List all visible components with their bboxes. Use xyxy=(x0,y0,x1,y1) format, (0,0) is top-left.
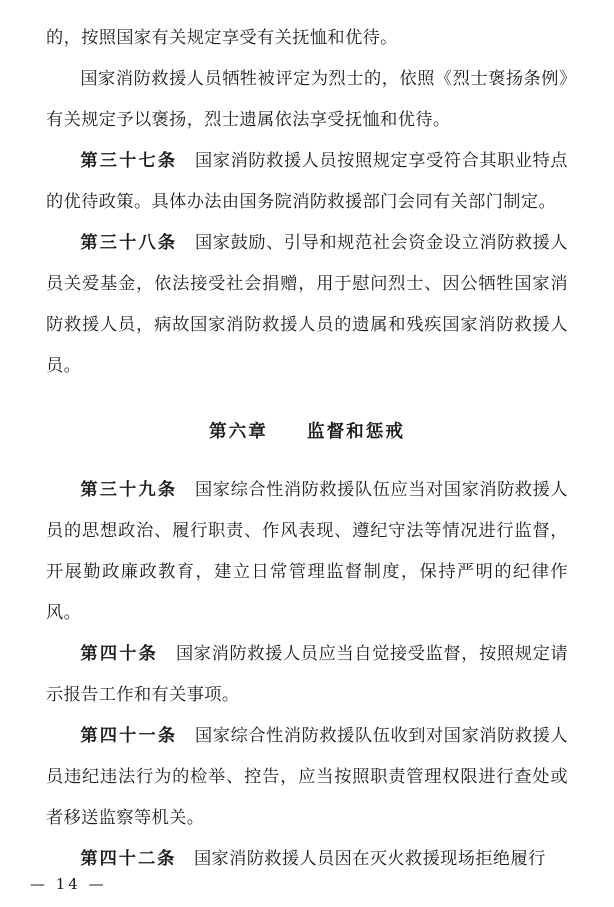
paragraph-continuation xyxy=(46,18,568,59)
article-label: 第三十九条 xyxy=(80,480,178,500)
article-label: 第三十八条 xyxy=(80,233,178,253)
paragraph-text: 国家消防救援人员牺牲被评定为烈士的，依照《烈士褒扬条例》有关规定予以褒扬，烈士遗属依法享受抚恤和优待。 xyxy=(46,69,568,130)
paragraph-article-37 xyxy=(46,141,568,223)
article-label: 第四十二条 xyxy=(80,849,177,869)
article-label: 第四十一条 xyxy=(80,726,178,746)
spacer-after-chapter xyxy=(46,452,568,470)
paragraph-article-42 xyxy=(46,839,568,880)
paragraph-text: 的，按照国家有关规定享受有关抚恤和优待。 xyxy=(46,28,398,48)
article-label: 第三十七条 xyxy=(80,151,178,171)
paragraph-text: 国家消防救援人员应当自觉接受监督，按照规定请示报告工作和有关事项。 xyxy=(46,644,568,705)
paragraph-article-40 xyxy=(46,634,568,716)
paragraph-article-41 xyxy=(46,716,568,839)
paragraph-text: 国家消防救援人员因在灭火救援现场拒绝履行 xyxy=(193,849,546,869)
spacer-before-chapter xyxy=(46,387,568,411)
paragraph-article-38 xyxy=(46,223,568,387)
paragraph-text: 国家综合性消防救援队伍应当对国家消防救援人员的思想政治、履行职责、作风表现、遵纪守法等情况进行监督，开展勤政廉政教育，建立日常管理监督制度，保持严明的纪律作风。 xyxy=(46,480,569,623)
paragraph-article-39 xyxy=(46,470,568,634)
chapter-heading: 第六章 监督和惩戒 xyxy=(209,421,405,442)
paragraph-text: 国家鼓励、引导和规范社会资金设立消防救援人员关爱基金，依法接受社会捐赠，用于慰问烈士、因公牺牲国家消防救援人员，病故国家消防救援人员的遗属和残疾国家消防救援人员。 xyxy=(46,233,569,376)
page-number: — 14 — xyxy=(30,875,107,893)
paragraph-text: 国家消防救援人员按照规定享受符合其职业特点的优待政策。具体办法由国务院消防救援部门会同有关部门制定。 xyxy=(46,151,569,212)
paragraph-martyr xyxy=(46,59,568,141)
paragraph-text: 国家综合性消防救援队伍收到对国家消防救援人员违纪违法行为的检举、控告，应当按照职责管理权限进行查处或者移送监察等机关。 xyxy=(46,726,569,828)
article-label: 第四十条 xyxy=(80,644,159,664)
